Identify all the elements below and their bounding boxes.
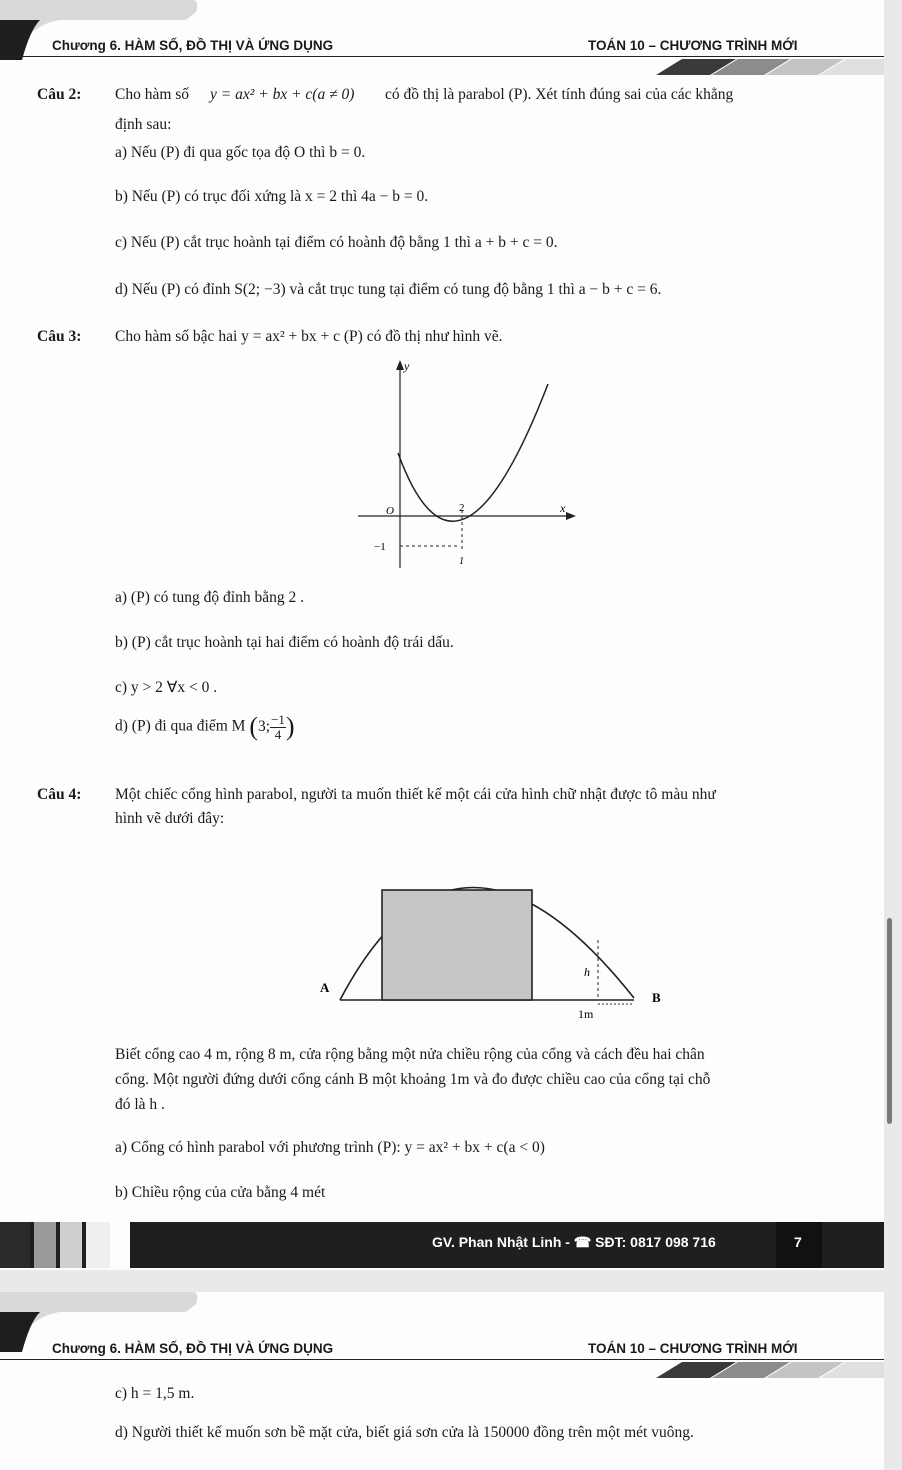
- page2-course-title: TOÁN 10 – CHƯƠNG TRÌNH MỚI: [588, 1341, 798, 1356]
- q2-intro-b: có đồ thị là parabol (P). Xét tính đúng sai của các khẳng: [385, 86, 734, 103]
- q4-intro-1: Một chiếc cổng hình parabol, người ta muốn thiết kế một cái cửa hình chữ nhật được tô màu như: [115, 786, 716, 803]
- q3-option-d-text: d) (P) đi qua điểm M: [115, 717, 246, 735]
- q3-label: Câu 3:: [37, 328, 82, 345]
- q2-option-b: b) Nếu (P) có trục đối xứng là x = 2 thì 4a − b = 0.: [115, 188, 429, 205]
- q2-intro-c: định sau:: [115, 116, 172, 133]
- footer-teacher-info: GV. Phan Nhật Linh - ☎ SĐT: 0817 098 716: [432, 1234, 716, 1250]
- graph-x-label: x: [560, 501, 566, 515]
- q3-point-close: ): [285, 712, 295, 741]
- footer-block-mid: [34, 1222, 56, 1268]
- q4-option-b: b) Chiều rộng của cửa bằng 4 mét: [115, 1184, 326, 1201]
- q4-option-c: c) h = 1,5 m.: [115, 1385, 195, 1402]
- q2-intro-a: Cho hàm số: [115, 86, 190, 103]
- page2-header-stripes: [640, 1361, 884, 1379]
- q2-option-c: c) Nếu (P) cắt trục hoành tại điểm có hoành độ bằng 1 thì a + b + c = 0.: [115, 234, 558, 251]
- parabola-curve: [398, 384, 548, 521]
- door-rectangle: [382, 890, 532, 1000]
- graph-x-tick-2: 2: [459, 502, 465, 514]
- q3-option-b: b) (P) cắt trục hoành tại hai điểm có hoành độ trái dấu.: [115, 634, 454, 651]
- q4-option-a: a) Cổng có hình parabol với phương trình (P): y = ax² + bx + c(a < 0): [115, 1139, 545, 1156]
- q3-fraction-numerator: −1: [271, 711, 285, 727]
- q4-paragraph-2: cổng. Một người đứng dưới cổng cánh B một khoảng 1m và đo được chiều cao của cổng tại chỗ: [115, 1071, 711, 1088]
- course-title: TOÁN 10 – CHƯƠNG TRÌNH MỚI: [588, 38, 798, 53]
- document-page-8: [0, 1292, 884, 1470]
- header-stripes: [640, 58, 884, 76]
- graph-x-tick-below: 1: [459, 556, 464, 567]
- graph-y-tick-neg1: −1: [374, 541, 386, 553]
- q3-point-fraction: [270, 713, 286, 742]
- q2-option-a: a) Nếu (P) đi qua gốc tọa độ O thì b = 0.: [115, 144, 366, 161]
- q3-option-a: a) (P) có tung độ đỉnh bằng 2 .: [115, 589, 304, 606]
- chapter-title: Chương 6. HÀM SỐ, ĐỒ THỊ VÀ ỨNG DỤNG: [52, 38, 334, 53]
- q4-option-d: d) Người thiết kế muốn sơn bề mặt cửa, biết giá sơn cửa là 150000 đồng trên một mét vuông.: [115, 1424, 694, 1441]
- q3-option-c: c) y > 2 ∀x < 0 .: [115, 679, 218, 696]
- y-axis-arrow: [396, 360, 404, 370]
- q2-label: Câu 2:: [37, 86, 82, 103]
- q3-intro: Cho hàm số bậc hai y = ax² + bx + c (P) có đồ thị như hình vẽ.: [115, 328, 503, 345]
- scrollbar-thumb[interactable]: [887, 918, 892, 1124]
- q2-option-d: d) Nếu (P) có đỉnh S(2; −3) và cắt trục tung tại điểm có tung độ bằng 1 thì a − b + c = 6.: [115, 281, 662, 298]
- q4-intro-2: hình vẽ dưới đây:: [115, 810, 225, 827]
- footer-block-white: [86, 1222, 110, 1268]
- graph-origin-label: O: [386, 505, 394, 517]
- q3-parabola-graph: [340, 358, 580, 572]
- q4-paragraph-3: đó là h .: [115, 1096, 165, 1113]
- gate-label-a: A: [320, 980, 330, 995]
- x-axis-arrow: [566, 512, 576, 520]
- q4-gate-figure: [300, 840, 680, 1024]
- footer-block-light: [60, 1222, 82, 1268]
- gate-label-b: B: [652, 990, 661, 1005]
- page2-chapter-title: Chương 6. HÀM SỐ, ĐỒ THỊ VÀ ỨNG DỤNG: [52, 1341, 334, 1356]
- q3-option-d: [115, 712, 295, 742]
- q4-label: Câu 4:: [37, 786, 82, 803]
- q2-function: y = ax² + bx + c(a ≠ 0): [210, 86, 355, 103]
- graph-y-label: y: [404, 359, 410, 373]
- q4-paragraph-1: Biết cổng cao 4 m, rộng 8 m, cửa rộng bằng một nửa chiều rộng của cổng và cách đều hai chân: [115, 1046, 705, 1063]
- page2-header-divider: [0, 1359, 884, 1360]
- footer-gap: [110, 1222, 130, 1268]
- q3-fraction-denominator: 4: [274, 726, 282, 742]
- gate-label-h: h: [584, 965, 590, 979]
- gate-label-1m: 1m: [578, 1007, 594, 1021]
- q3-point-open: (: [249, 712, 258, 741]
- q3-point-x: 3;: [258, 718, 271, 735]
- header-divider: [0, 56, 884, 57]
- footer-block-dark: [0, 1222, 30, 1268]
- footer-page-number: 7: [794, 1234, 802, 1250]
